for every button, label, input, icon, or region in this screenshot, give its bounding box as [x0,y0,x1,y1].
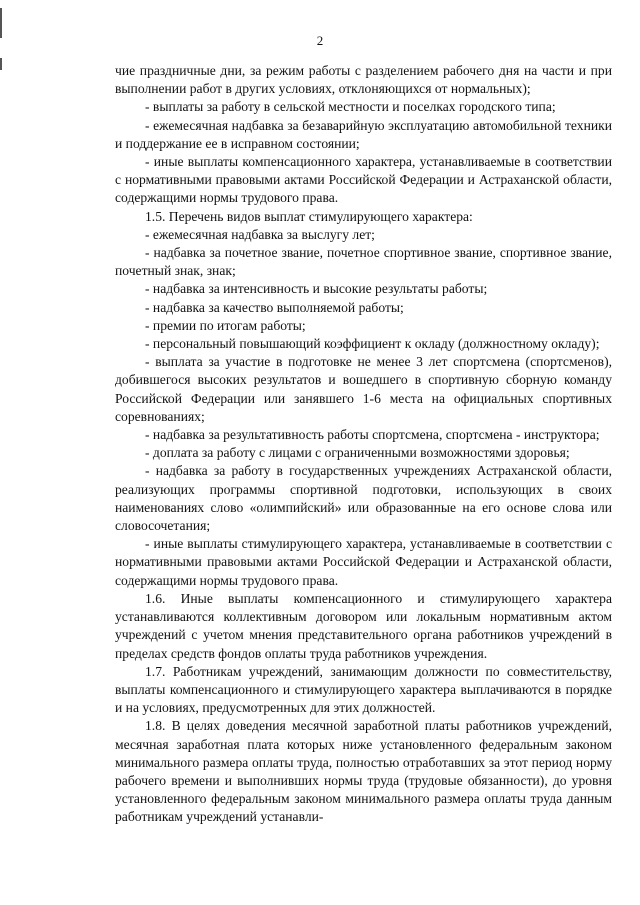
list-item: - иные выплаты стимулирующего характера, устанавливаемые в соответствии с нормативными правовыми актами Российской Федерации и Астраханской области, содержащими нормы трудового права. [115,536,612,588]
document-body [115,62,612,827]
list-item: - надбавка за качество выполняемой работы; [145,299,404,315]
list-item: - надбавка за почетное звание, почетное спортивное звание, спортивное звание, почетный знак, знак; [115,245,612,279]
section-heading-1-5: 1.5. Перечень видов выплат стимулирующего характера: [145,208,473,224]
list-item: - доплата за работу с лицами с ограниченными возможностями здоровья; [145,445,570,461]
section-1-6: 1.6. Иные выплаты компенсационного и стимулирующего характера устанавливаются коллективным договором или локальным нормативным актом учреждений с учетом мнения представительного органа работников учреждений в пределах средств фондов оплаты труда работников учреждения. [115,590,612,661]
list-item: - надбавка за результативность работы спортсмена, спортсмена - инструктора; [145,427,600,443]
list-item: - выплаты за работу в сельской местности и поселках городского типа; [145,99,556,115]
list-item: - персональный повышающий коэффициент к окладу (должностному окладу); [145,336,600,352]
list-item: - иные выплаты компенсационного характера, устанавливаемые в соответствии с нормативными правовыми актами Российской Федерации и Астраханской области, содержащими нормы трудового права. [115,154,612,206]
section-1-7: 1.7. Работникам учреждений, занимающим должности по совместительству, выплаты компенсационного и стимулирующего характера выплачиваются в порядке и на условиях, предусмотренных для этих должностей. [115,663,612,716]
list-item: - ежемесячная надбавка за безаварийную эксплуатацию автомобильной техники и поддержание ее в исправном состоянии; [115,117,612,151]
paragraph-continuation: чие праздничные дни, за режим работы с разделением рабочего дня на части и при выполнении работ в других условиях, отклоняющихся от нормальных); [115,63,612,97]
list-item: - надбавка за работу в государственных учреждениях Астраханской области, реализующих программы спортивной подготовки, использующих в своих наименованиях слово «олимпийский» или образованные на его основе слова или словосочетания; [115,463,612,534]
list-item: - ежемесячная надбавка за выслугу лет; [145,226,375,242]
list-item: - премии по итогам работы; [145,317,306,333]
section-1-8: 1.8. В целях доведения месячной заработной платы работников учреждений, месячная заработная плата которых ниже установленного федеральным законом минимального размера оплаты труда, полностью отработавших за этот период норму рабочего времени и выполнивших нормы труда (трудовые обязанности), до уровня установленного федеральным законом минимального размера оплаты труда данным работникам учреждений устанавли- [115,718,612,825]
scan-edge-mark [0,58,2,70]
list-item: - выплата за участие в подготовке не менее 3 лет спортсмена (спортсменов), добившегося высоких результатов и вошедшего в спортивную сборную команду Российской Федерации или занявшего 1-6 места на официальных спортивных соревнованиях; [115,354,612,424]
list-item: - надбавка за интенсивность и высокие результаты работы; [145,281,488,297]
page-number: 2 [316,33,324,48]
